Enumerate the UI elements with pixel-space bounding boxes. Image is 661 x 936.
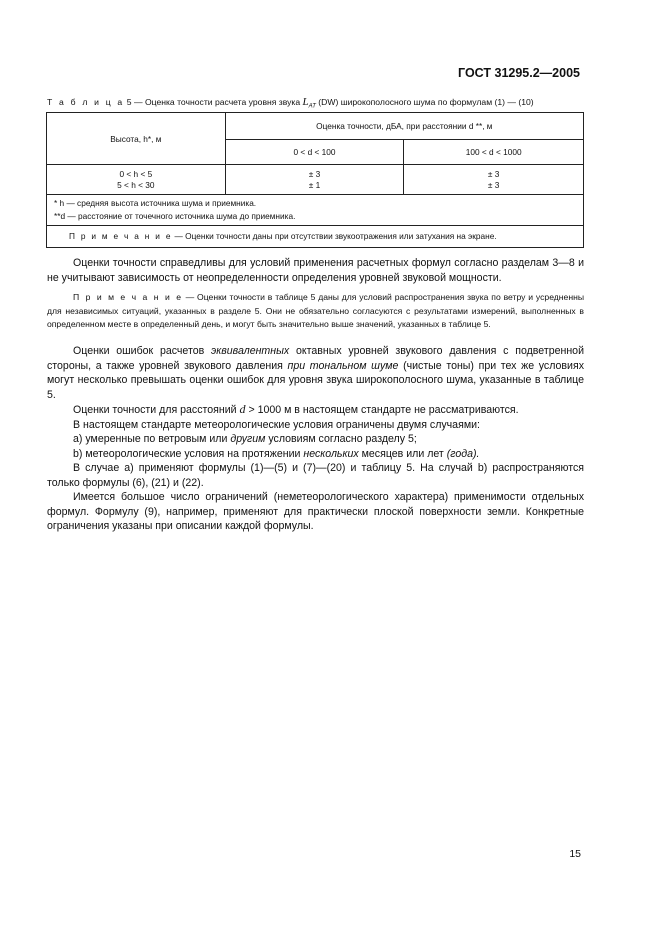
footnote-1: * h — средняя высота источника шума и приемника. — [54, 198, 257, 208]
table-caption-symbol: L — [302, 96, 309, 108]
text-span: (чистые тоны) при тех же условиях могут несколько превышать оценки ошибок для уровня звука широкополосного шума, указанные в таблице 5. — [47, 359, 584, 401]
emphasis: (года). — [446, 447, 480, 460]
note-2-label: П р и м е ч а н и е — [73, 292, 183, 302]
table-cell-acc2 — [404, 165, 584, 195]
emphasis: эквивалентных — [211, 345, 290, 357]
list-item-b — [47, 447, 584, 462]
text-span: Оценки точности для расстояний — [73, 404, 240, 416]
paragraph-errors — [47, 344, 584, 402]
paragraph-limitations: Имеется большое число ограничений (неметеорологического характера) применимости отдельных формул. Формулу (9), например, применяют для практически плоской поверхности земли. Конкретные ограничения указаны при описании каждой формулы. — [47, 491, 584, 532]
table-cell: ± 3 — [487, 168, 500, 179]
footnote-2: **d — расстояние от точечного источника шума до приемника. — [54, 211, 296, 221]
text-span: > 1000 м в настоящем стандарте не рассматриваются. — [245, 404, 519, 416]
note-2-text: — Оценки точности в таблице 5 даны для условий распространения звука по ветру и усредненны для независимых ситуаций, указанных в разделе 5. Они не обязательно согласуются с результатами измерений, выполненных в определенном месте в определенный день, и могут быть значительно выше значений, указанных в таблице 5. — [47, 292, 584, 329]
emphasis: нескольких — [303, 447, 359, 460]
table-footnotes — [47, 195, 584, 226]
table-cell: 0 < h < 5 — [119, 168, 153, 179]
table-caption — [47, 96, 587, 110]
table-cell: ± 3 — [308, 168, 321, 179]
table-cell-acc1 — [225, 165, 404, 195]
paragraph-cases: В случае a) применяют формулы (1)—(5) и (7)—(20) и таблицу 5. На случай b) распространяются только формулы (6), (21) и (22). — [47, 462, 584, 489]
note-2 — [47, 291, 584, 332]
table-caption-rest: (DW) широкополосного шума по формулам (1) — (10) — [315, 97, 534, 107]
table-caption-number: 5 — Оценка точности расчета уровня звука — [124, 97, 303, 107]
distance-symbol: d — [239, 402, 246, 416]
document-header: ГОСТ 31295.2—2005 — [458, 66, 580, 80]
emphasis: другим — [230, 433, 266, 445]
table-cell: 5 < h < 30 — [117, 179, 155, 190]
table-cell: ± 3 — [487, 179, 500, 190]
list-item-a — [47, 432, 584, 447]
header-accuracy: Оценка точности, дБА, при расстоянии d **, м — [225, 113, 583, 140]
emphasis: при тональном шуме — [287, 359, 399, 372]
accuracy-table — [46, 112, 584, 248]
paragraph-accuracy — [47, 256, 584, 285]
page-number: 15 — [569, 848, 581, 860]
text-span: Оценки ошибок расчетов — [73, 345, 212, 357]
paragraph-text: Оценки точности справедливы для условий применения расчетных формул согласно разделам 3—8 и не учитывают зависимость от неопределенности определения уровней звуковой мощности. — [47, 257, 584, 284]
paragraph-distance — [47, 402, 584, 418]
subheader-distance-1: 0 < d < 100 — [225, 140, 404, 165]
table-note-label: П р и м е ч а н и е — [69, 231, 173, 241]
subheader-distance-2: 100 < d < 1000 — [404, 140, 584, 165]
table-cell: ± 1 — [308, 179, 321, 190]
table-note — [47, 226, 584, 248]
header-height: Высота, h*, м — [47, 113, 226, 165]
paragraph-conditions: В настоящем стандарте метеорологические условия ограничены двумя случаями: — [73, 418, 480, 431]
body-paragraphs — [47, 344, 584, 534]
text-span: условиям согласно разделу 5; — [265, 433, 417, 445]
text-span: a) умеренные по ветровым или — [73, 433, 231, 445]
text-span: b) метеорологические условия на протяжении — [73, 447, 304, 460]
text-span: месяцев или лет — [358, 447, 447, 460]
table-caption-label: Т а б л и ц а — [47, 97, 125, 107]
table-caption-subscript: AT — [308, 103, 316, 110]
table-cell-heights — [47, 165, 226, 195]
table-note-text: — Оценки точности даны при отсутствии звукоотражения или затухания на экране. — [172, 231, 497, 241]
text-span: октавных уровней звукового давления с подветренной стороны, а также уровней звукового давления — [47, 345, 584, 372]
